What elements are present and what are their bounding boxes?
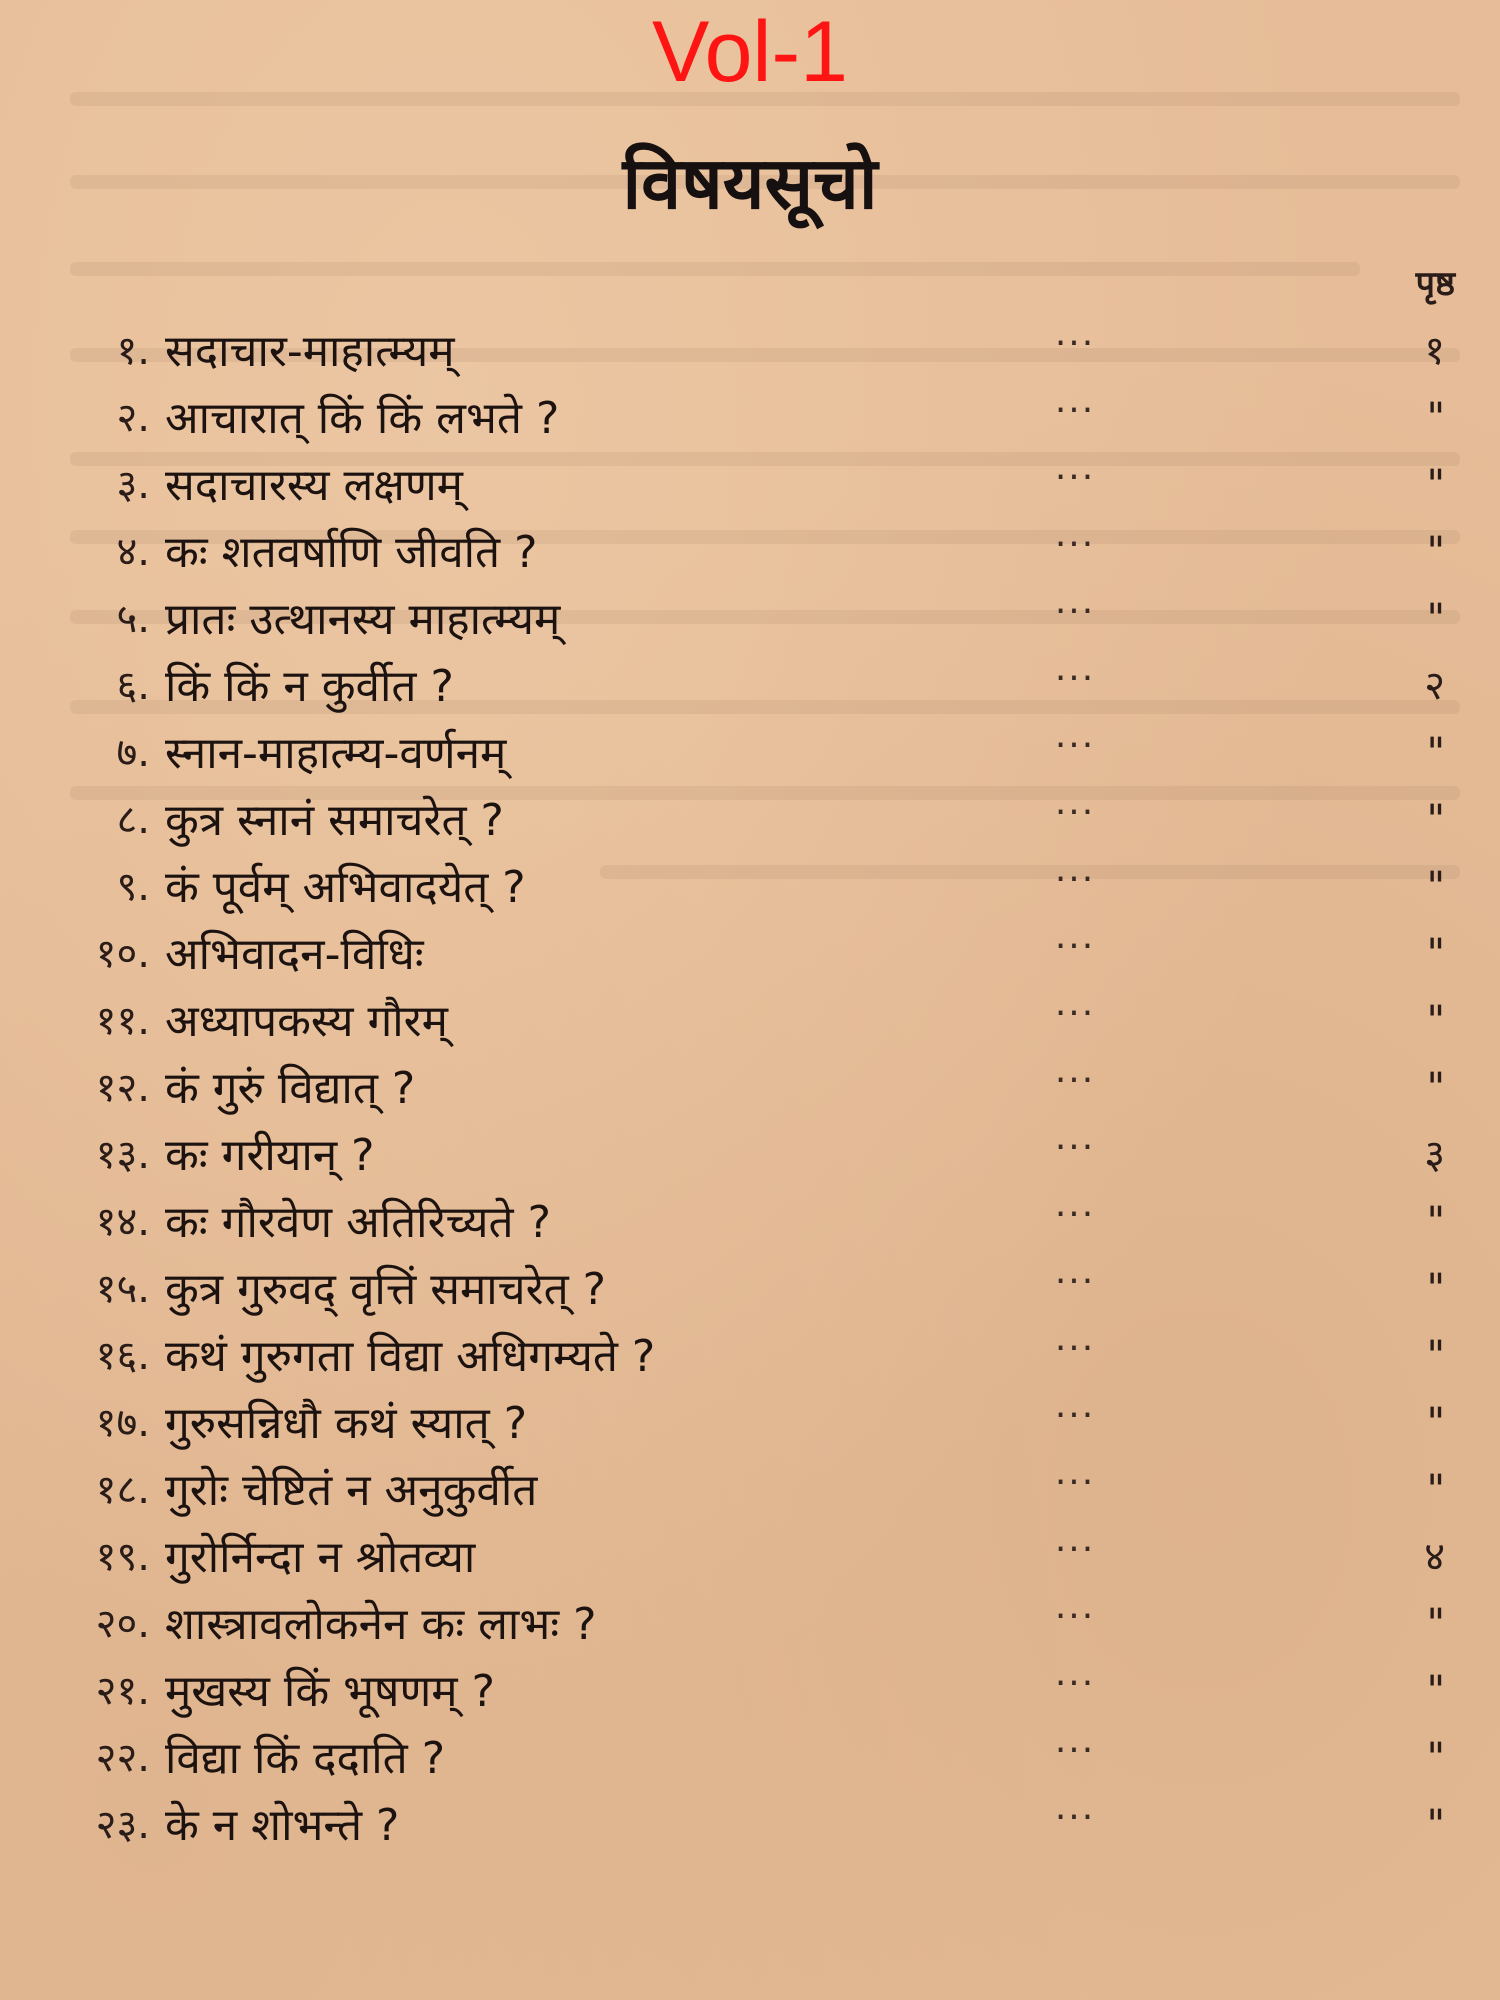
entry-number: १. [116, 328, 150, 374]
entry-page-number: २ [1424, 663, 1445, 709]
entry-title: सदाचारस्य लक्षणम् [165, 460, 463, 511]
entry-page-number: " [1426, 1199, 1445, 1245]
entry-number: ८. [116, 797, 150, 843]
entry-page-number: " [1426, 596, 1445, 642]
entry-page-number: " [1426, 797, 1445, 843]
entry-number: १५. [95, 1266, 150, 1312]
entry-page-number: " [1426, 1266, 1445, 1312]
entry-title: गुरुसन्निधौ कथं स्यात् ? [165, 1398, 528, 1449]
entry-page-number: " [1426, 1065, 1445, 1111]
leader-dots: ··· [1054, 792, 1096, 833]
leader-dots: ··· [1054, 1261, 1096, 1302]
entry-number: २२. [95, 1735, 150, 1781]
entry-number: १९. [95, 1534, 150, 1580]
entry-page-number: " [1426, 395, 1445, 441]
entry-number: ४. [116, 529, 150, 575]
entry-number: २१. [95, 1668, 150, 1714]
entry-page-number: " [1426, 1333, 1445, 1379]
entry-title: मुखस्य किं भूषणम् ? [165, 1666, 495, 1717]
entry-page-number: " [1426, 864, 1445, 910]
entry-number: १८. [95, 1467, 150, 1513]
entry-page-number: " [1426, 1601, 1445, 1647]
entry-number: १६. [95, 1333, 150, 1379]
toc-entry [0, 1390, 1500, 1457]
toc-entry [0, 318, 1500, 385]
toc-entry [0, 1256, 1500, 1323]
leader-dots: ··· [1054, 926, 1096, 967]
entry-title: कं पूर्वम् अभिवादयेत् ? [165, 862, 526, 913]
leader-dots: ··· [1054, 1462, 1096, 1503]
entry-page-number: " [1426, 1668, 1445, 1714]
entry-number: ३. [116, 462, 150, 508]
toc-entry [0, 586, 1500, 653]
entry-number: ७. [116, 730, 150, 776]
entry-title: प्रातः उत्थानस्य माहात्म्यम् [165, 594, 561, 645]
leader-dots: ··· [1054, 1730, 1096, 1771]
entry-title: कः गरीयान् ? [165, 1130, 375, 1181]
toc-entry [0, 988, 1500, 1055]
entry-page-number: " [1426, 998, 1445, 1044]
entry-title: कं गुरुं विद्यात् ? [165, 1063, 416, 1114]
entry-title: कुत्र स्नानं समाचरेत् ? [165, 795, 504, 846]
toc-entry [0, 1122, 1500, 1189]
leader-dots: ··· [1054, 1663, 1096, 1704]
entry-title: कः शतवर्षाणि जीवति ? [165, 527, 538, 578]
entry-number: ५. [116, 596, 150, 642]
entry-page-number: ४ [1424, 1534, 1445, 1580]
toc-entry [0, 1189, 1500, 1256]
leader-dots: ··· [1054, 323, 1096, 364]
entry-page-number: " [1426, 1467, 1445, 1513]
entry-page-number: " [1426, 730, 1445, 776]
entry-number: २०. [95, 1601, 150, 1647]
page-column-header: पृष्ठ [1415, 264, 1455, 304]
leader-dots: ··· [1054, 1328, 1096, 1369]
entry-title: कुत्र गुरुवद् वृत्तिं समाचरेत् ? [165, 1264, 607, 1315]
entry-page-number: " [1426, 462, 1445, 508]
entry-title: के न शोभन्ते ? [165, 1800, 400, 1851]
entry-title: सदाचार-माहात्म्यम् [165, 326, 455, 377]
toc-entry [0, 519, 1500, 586]
leader-dots: ··· [1054, 658, 1096, 699]
leader-dots: ··· [1054, 1529, 1096, 1570]
entry-title: कः गौरवेण अतिरिच्यते ? [165, 1197, 551, 1248]
entry-number: १२. [95, 1065, 150, 1111]
leader-dots: ··· [1054, 524, 1096, 565]
toc-entry [0, 787, 1500, 854]
entry-number: ११. [95, 998, 150, 1044]
entry-page-number: ३ [1424, 1132, 1445, 1178]
table-of-contents [0, 318, 1500, 1859]
entry-number: १४. [95, 1199, 150, 1245]
entry-page-number: १ [1424, 328, 1445, 374]
toc-entry [0, 1323, 1500, 1390]
toc-entry [0, 1658, 1500, 1725]
toc-entry [0, 1725, 1500, 1792]
entry-title: कथं गुरुगता विद्या अधिगम्यते ? [165, 1331, 656, 1382]
leader-dots: ··· [1054, 591, 1096, 632]
entry-title: अध्यापकस्य गौरम् [165, 996, 448, 1047]
bleed-through-line [70, 262, 1360, 276]
entry-page-number: " [1426, 1735, 1445, 1781]
volume-label: Vol-1 [651, 4, 849, 100]
entry-title: अभिवादन-विधिः [165, 929, 424, 980]
leader-dots: ··· [1054, 859, 1096, 900]
toc-entry [0, 720, 1500, 787]
leader-dots: ··· [1054, 725, 1096, 766]
leader-dots: ··· [1054, 457, 1096, 498]
toc-entry [0, 452, 1500, 519]
toc-entry [0, 1055, 1500, 1122]
toc-entry [0, 385, 1500, 452]
toc-entry [0, 854, 1500, 921]
toc-entry [0, 653, 1500, 720]
entry-title: किं किं न कुर्वीत ? [165, 661, 454, 712]
entry-number: १७. [95, 1400, 150, 1446]
entry-number: २. [116, 395, 150, 441]
toc-entry [0, 921, 1500, 988]
toc-entry [0, 1457, 1500, 1524]
entry-number: ६. [116, 663, 150, 709]
leader-dots: ··· [1054, 993, 1096, 1034]
leader-dots: ··· [1054, 1060, 1096, 1101]
entry-page-number: " [1426, 1802, 1445, 1848]
entry-page-number: " [1426, 931, 1445, 977]
leader-dots: ··· [1054, 1127, 1096, 1168]
page-title: विषयसूचो [622, 140, 878, 225]
entry-title: शास्त्रावलोकनेन कः लाभः ? [165, 1599, 597, 1650]
entry-number: १०. [95, 931, 150, 977]
leader-dots: ··· [1054, 1797, 1096, 1838]
entry-title: गुरोर्निन्दा न श्रोतव्या [165, 1532, 476, 1583]
entry-number: १३. [95, 1132, 150, 1178]
toc-entry [0, 1524, 1500, 1591]
entry-title: गुरोः चेष्टितं न अनुकुर्वीत [165, 1465, 538, 1516]
entry-number: ९. [116, 864, 150, 910]
leader-dots: ··· [1054, 1395, 1096, 1436]
entry-page-number: " [1426, 1400, 1445, 1446]
entry-number: २३. [95, 1802, 150, 1848]
toc-entry [0, 1792, 1500, 1859]
leader-dots: ··· [1054, 1194, 1096, 1235]
entry-title: आचारात् किं किं लभते ? [165, 393, 560, 444]
entry-title: स्नान-माहात्म्य-वर्णनम् [165, 728, 507, 779]
leader-dots: ··· [1054, 390, 1096, 431]
toc-entry [0, 1591, 1500, 1658]
leader-dots: ··· [1054, 1596, 1096, 1637]
entry-title: विद्या किं ददाति ? [165, 1733, 446, 1784]
entry-page-number: " [1426, 529, 1445, 575]
